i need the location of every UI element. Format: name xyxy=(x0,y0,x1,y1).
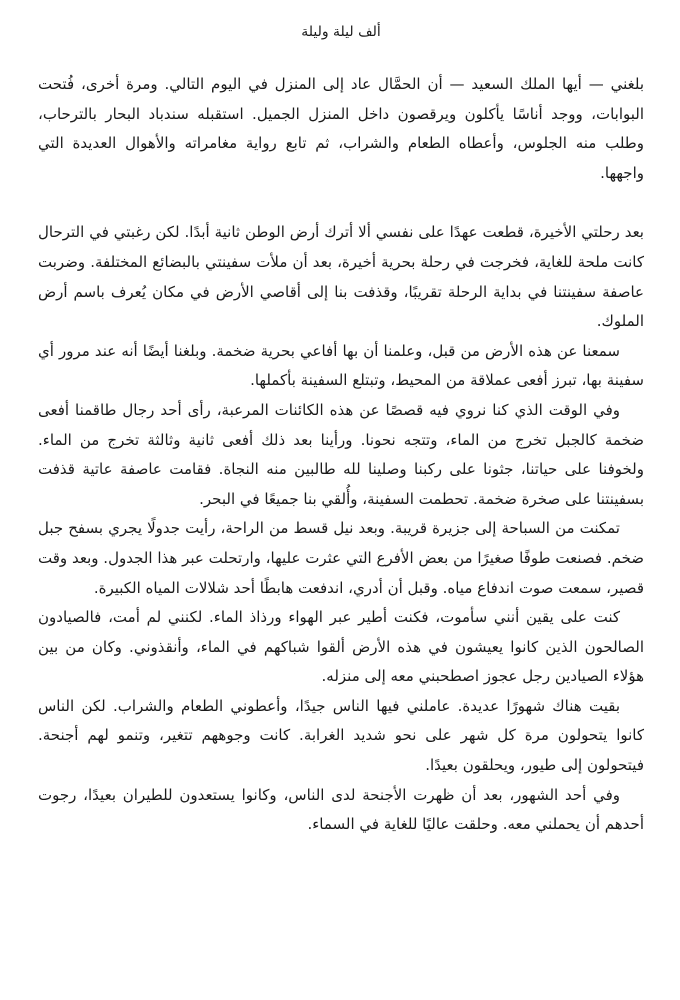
body-text xyxy=(38,70,644,840)
paragraph: بعد رحلتي الأخيرة، قطعت عهدًا على نفسي ألا أترك أرض الوطن ثانية أبدًا. لكن رغبتي في الترحال كانت ملحة للغاية، فخرجت في رحلة بحرية أخيرة، بعد أن ملأت سفينتي بالبضائع المختلفة. وضربت عاصفة سفينتنا في بداية الرحلة تقريبًا، وقذفت بنا إلى أقاصي الأرض في مكان يُعرف باسم أرض الملوك. xyxy=(38,223,644,331)
paragraph: وفي الوقت الذي كنا نروي فيه قصصًا عن هذه الكائنات المرعبة، رأى أحد رجال طاقمنا أفعى ضخمة كالجبل تخرج من الماء، وتتجه نحونا. ورأينا بعد ذلك أفعى ثانية وثالثة تخرج من الماء. ولخوفنا على حياتنا، جثونا على ركبنا وصلينا لله طالبين منه النجاة. فقامت عاصفة عاتية قذفت بسفينتنا على صخرة ضخمة. تحطمت السفينة، وأُلقي بنا جميعًا في البحر. xyxy=(38,400,644,508)
paragraph: كنت على يقين أنني سأموت، فكنت أطير عبر الهواء ورذاذ الماء. لكنني لم أمت، فالصيادون الصالحون الذين كانوا يعيشون في هذه الأرض ألقوا شباكهم في الماء، وأنقذوني. وكان من بين هؤلاء الصيادين رجل عجوز اصطحبني معه إلى منزله. xyxy=(38,608,644,686)
paragraph: وفي أحد الشهور، بعد أن ظهرت الأجنحة لدى الناس، وكانوا يستعدون للطيران بعيدًا، رجوت أحدهم أن يحملني معه. وحلقت عاليًا للغاية في السماء. xyxy=(38,785,644,834)
running-head: ألف ليلة وليلة xyxy=(301,24,381,40)
paragraph: بقيت هناك شهورًا عديدة. عاملني فيها الناس جيدًا، وأعطوني الطعام والشراب. لكن الناس كانوا يتحولون مرة كل شهر على نحو شديد الغرابة. كانت وجوههم تتغير، وتنمو لهم أجنحة. فيتحولون إلى طيور، ويحلقون بعيدًا. xyxy=(38,696,644,775)
paragraph: بلغني — أيها الملك السعيد — أن الحمَّال عاد إلى المنزل في اليوم التالي. ومرة أخرى، فُتحت البوابات، ووجد أناسًا يأكلون ويرقصون داخل المنزل الجميل. استقبله سندباد البحار بالترحاب، وطلب منه الجلوس، وأعطاه الطعام والشراب، ثم تابع رواية مغامراته والأهوال العديدة التي واجهها. xyxy=(38,75,644,182)
paragraph: سمعنا عن هذه الأرض من قبل، وعلمنا أن بها أفاعي بحرية ضخمة. وبلغنا أيضًا أنه عند مرور أي سفينة بها، تبرز أفعى عملاقة من المحيط، وتبتلع السفينة بأكملها. xyxy=(38,341,644,390)
paragraph: تمكنت من السباحة إلى جزيرة قريبة. وبعد نيل قسط من الراحة، رأيت جدولًا يجري بسفح جبل ضخم. فصنعت طوفًا صغيرًا من بعض الأفرع التي عثرت عليها، وارتحلت عبر هذا الجدول. وبعد وقت قصير، سمعت صوت اندفاع مياه. وقبل أن أدري، اندفعت هابطًا أحد شلالات المياه الكبيرة. xyxy=(38,519,644,597)
